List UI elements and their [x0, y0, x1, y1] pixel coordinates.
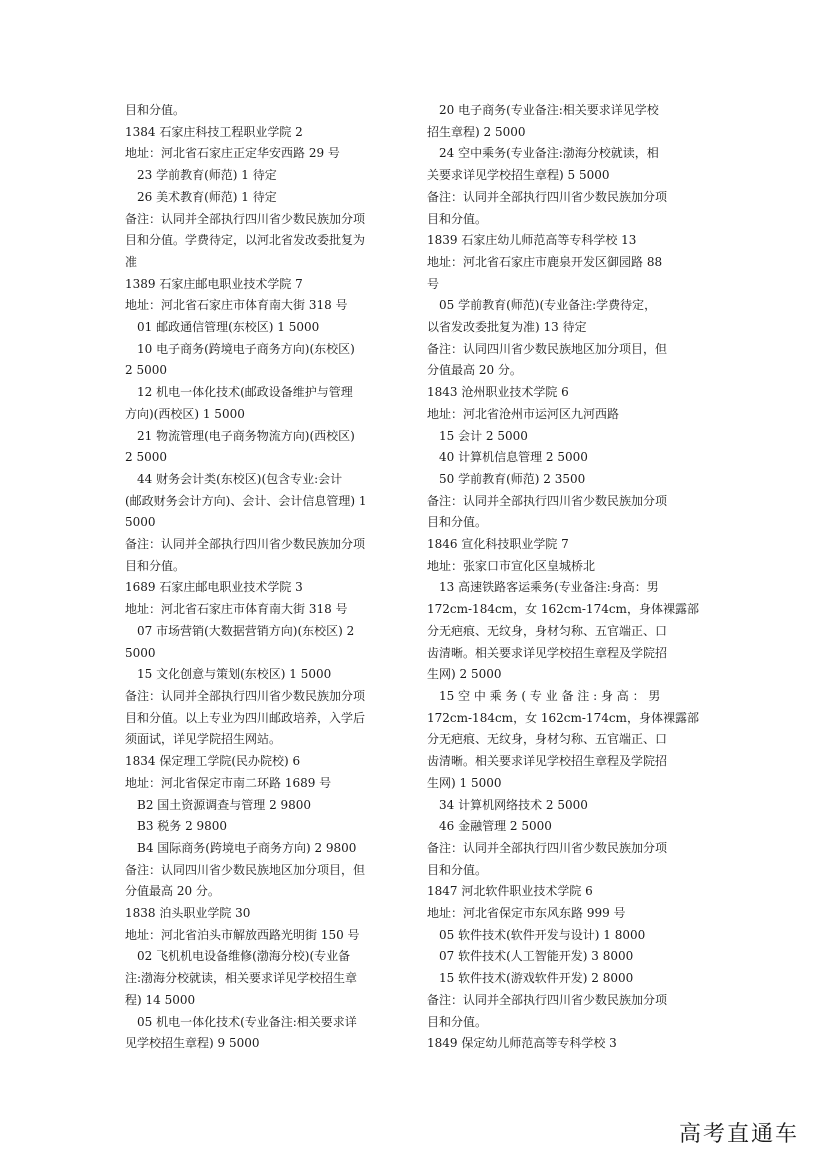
text-line: 备注：认同并全部执行四川省少数民族加分项	[125, 688, 366, 703]
text-line: 1839 石家庄幼儿师范高等专科学校 13	[427, 233, 637, 248]
text-line: 5000	[125, 645, 156, 660]
text-line: 20 电子商务(专业备注:相关要求详见学校	[439, 103, 659, 117]
text-line: 24 空中乘务(专业备注:渤海分校就读，相	[439, 146, 659, 161]
text-line: 1389 石家庄邮电职业技术学院 7	[125, 276, 303, 291]
text-line: 备注：认同并全部执行四川省少数民族加分项	[427, 992, 668, 1007]
right-column	[427, 100, 705, 1055]
text-line: 46 金融管理 2 5000	[439, 819, 552, 834]
watermark-logo-text: 高考直通车	[678, 1122, 799, 1147]
text-line: 05 软件技术(软件开发与设计) 1 8000	[439, 927, 646, 942]
text-line: 地址：河北省石家庄市鹿泉开发区御园路 88	[427, 254, 663, 269]
text-line: 1838 泊头职业学院 30	[125, 906, 251, 921]
text-line: 172cm-184cm，女 162cm-174cm，身体裸露部	[427, 602, 699, 617]
text-line: 地址：河北省沧州市运河区九河西路	[427, 406, 620, 421]
text-line: 34 计算机网络技术 2 5000	[439, 797, 588, 812]
text-line: (邮政财务会计方向)、会计、会计信息管理) 1	[125, 493, 367, 508]
text-line: 13 高速铁路客运乘务(专业备注:身高：男	[439, 580, 659, 595]
text-line: 地址：河北省保定市南二环路 1689 号	[125, 775, 332, 790]
text-line: 分值最高 20 分。	[427, 363, 522, 378]
text-line: 目和分值。	[427, 515, 488, 530]
text-line: 见学校招生章程) 9 5000	[125, 1036, 260, 1051]
text-line: 备注：认同并全部执行四川省少数民族加分项	[427, 840, 668, 855]
left-column	[125, 100, 403, 1055]
text-line: 23 学前教育(师范) 1 待定	[137, 168, 277, 183]
text-line: 44 财务会计类(东校区)(包含专业:会计	[137, 471, 343, 486]
text-line: 目和分值。	[427, 862, 488, 877]
text-line: 地址：张家口市宣化区皇城桥北	[427, 558, 596, 573]
text-line: 号	[427, 276, 440, 291]
text-line: 1834 保定理工学院(民办院校) 6	[125, 754, 301, 769]
text-line: 15 文化创意与策划(东校区) 1 5000	[137, 667, 332, 682]
text-line: 程) 14 5000	[125, 992, 196, 1007]
text-line: B3 税务 2 9800	[137, 819, 228, 834]
text-line: 40 计算机信息管理 2 5000	[439, 450, 588, 465]
text-line: B2 国土资源调查与管理 2 9800	[137, 797, 312, 812]
text-line: 备注：认同并全部执行四川省少数民族加分项	[125, 211, 366, 226]
text-line: 目和分值。以上专业为四川邮政培养，入学后	[125, 710, 366, 725]
text-line: 目和分值。	[427, 211, 488, 226]
text-line: 07 市场营销(大数据营销方向)(东校区) 2	[137, 623, 355, 638]
text-line: 地址：河北省石家庄市体育南大街 318 号	[125, 602, 348, 617]
text-line: 15 会计 2 5000	[439, 428, 528, 443]
text-line: 以省发改委批复为准) 13 待定	[427, 320, 587, 335]
text-line: 地址：河北省泊头市解放西路光明街 150 号	[125, 927, 360, 942]
text-line: 备注：认同四川省少数民族地区加分项目，但	[125, 862, 366, 877]
text-line: 1843 沧州职业技术学院 6	[427, 385, 569, 400]
text-line: 招生章程) 2 5000	[427, 124, 526, 139]
text-line: 目和分值。	[125, 103, 186, 117]
text-line: 关要求详见学校招生章程) 5 5000	[427, 168, 610, 183]
text-line: 分值最高 20 分。	[125, 884, 220, 899]
text-line: 5000	[125, 515, 156, 530]
text-line: 05 机电一体化技术(专业备注:相关要求详	[137, 1014, 357, 1029]
text-line: 地址：河北省石家庄市体育南大街 318 号	[125, 298, 348, 313]
text-line: 地址：河北省石家庄正定华安西路 29 号	[125, 146, 340, 161]
text-line: 172cm-184cm，女 162cm-174cm，身体裸露部	[427, 710, 699, 725]
text-line: 方向)(西校区) 1 5000	[125, 406, 245, 421]
text-line: 分无疤痕、无纹身，身材匀称、五官端正、口	[427, 732, 668, 747]
text-line: 05 学前教育(师范)(专业备注:学费待定，	[439, 298, 657, 313]
text-line: 1849 保定幼儿师范高等专科学校 3	[427, 1036, 617, 1051]
text-line: 地址：河北省保定市东风东路 999 号	[427, 906, 626, 921]
text-line: 2 5000	[125, 363, 167, 378]
text-line: 目和分值。	[125, 558, 186, 573]
text-line: 目和分值。学费待定，以河北省发改委批复为	[125, 233, 366, 248]
text-line: 1847 河北软件职业技术学院 6	[427, 884, 593, 899]
text-line: 1384 石家庄科技工程职业学院 2	[125, 124, 303, 139]
text-line: 50 学前教育(师范) 2 3500	[439, 471, 586, 486]
text-line: 26 美术教育(师范) 1 待定	[137, 189, 277, 204]
text-line: 10 电子商务(跨境电子商务方向)(东校区)	[137, 341, 355, 356]
text-line: 07 软件技术(人工智能开发) 3 8000	[439, 949, 634, 964]
text-line: 备注：认同四川省少数民族地区加分项目，但	[427, 341, 668, 356]
text-line: 分无疤痕、无纹身，身材匀称、五官端正、口	[427, 623, 668, 638]
text-line: 备注：认同并全部执行四川省少数民族加分项	[427, 189, 668, 204]
text-line: 15 软件技术(游戏软件开发) 2 8000	[439, 971, 634, 986]
text-line: 01 邮政通信管理(东校区) 1 5000	[137, 320, 320, 335]
text-line: 生网) 1 5000	[427, 775, 502, 790]
text-line: 准	[125, 254, 138, 269]
text-line: 目和分值。	[427, 1014, 488, 1029]
text-line: 齿清晰。相关要求详见学校招生章程及学院招	[427, 645, 668, 660]
text-line: 12 机电一体化技术(邮政设备维护与管理	[137, 385, 353, 400]
text-line: 1689 石家庄邮电职业技术学院 3	[125, 580, 303, 595]
text-line: 生网) 2 5000	[427, 667, 502, 682]
text-line: 备注：认同并全部执行四川省少数民族加分项	[125, 537, 366, 552]
text-line: 15 空 中 乘 务 ( 专 业 备 注 : 身 高 ： 男	[439, 688, 661, 703]
text-line: 齿清晰。相关要求详见学校招生章程及学院招	[427, 754, 668, 769]
text-line: B4 国际商务(跨境电子商务方向) 2 9800	[137, 840, 357, 855]
text-line: 2 5000	[125, 450, 167, 465]
text-line: 21 物流管理(电子商务物流方向)(西校区)	[137, 428, 355, 443]
text-line: 注:渤海分校就读，相关要求详见学校招生章	[125, 971, 358, 986]
text-line: 备注：认同并全部执行四川省少数民族加分项	[427, 493, 668, 508]
text-line: 1846 宣化科技职业学院 7	[427, 537, 569, 552]
text-line: 02 飞机机电设备维修(渤海分校)(专业备	[137, 949, 351, 964]
text-line: 须面试，详见学院招生网站。	[125, 732, 282, 747]
